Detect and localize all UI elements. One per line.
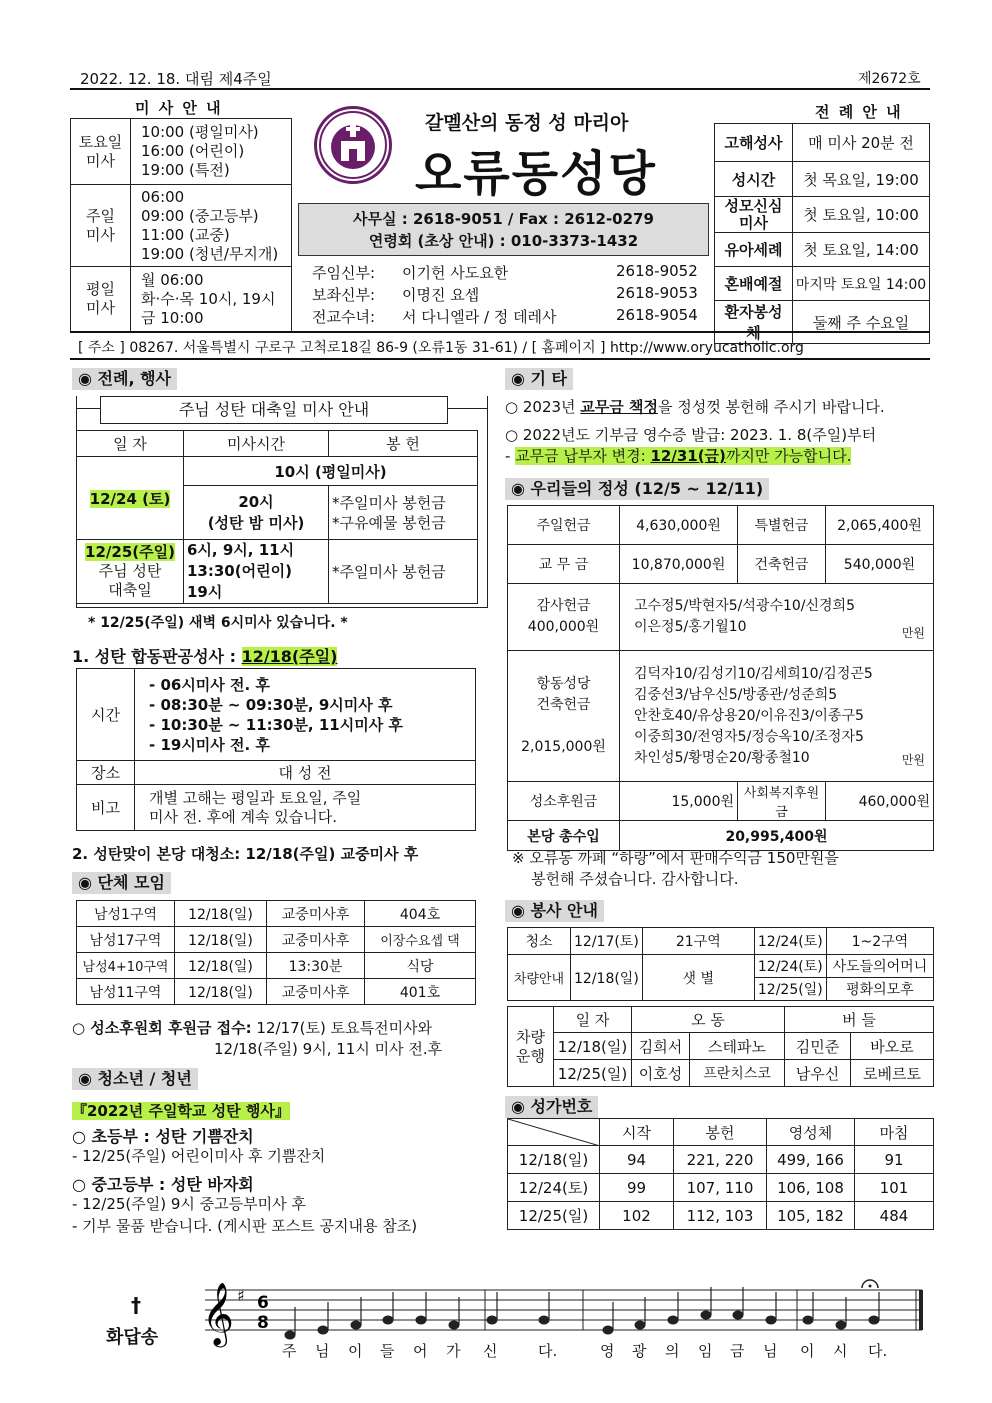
lyric: 다. — [868, 1342, 888, 1360]
hymn-cell: 99 — [600, 1174, 674, 1202]
total-value: 20,995,400원 — [620, 821, 934, 851]
service-cell: 12/24(토) — [754, 928, 826, 955]
hymn-cell: 12/18(일) — [508, 1146, 600, 1174]
offering-cell: 특별헌금 — [738, 506, 826, 545]
group-cell: 남성11구역 — [77, 979, 175, 1005]
note-head — [635, 1321, 645, 1329]
youth-line4: - 12/25(주일) 9시 중고등부미사 후 — [72, 1195, 306, 1213]
hymn-cell: 101 — [855, 1174, 934, 1202]
group-cell: 식당 — [365, 953, 476, 979]
hymn-cell: 102 — [600, 1202, 674, 1230]
liturgy-key: 고해성사 — [715, 124, 793, 162]
mass-label: 토요일 미사 — [71, 119, 131, 185]
service-cell: 12/17(토) — [571, 928, 643, 955]
lyric: 님 — [315, 1342, 330, 1360]
header-rule — [70, 88, 930, 90]
note-head — [603, 1326, 613, 1334]
offering-cell: 교 무 금 — [508, 545, 620, 584]
note-head — [803, 1316, 813, 1324]
note-head — [668, 1316, 678, 1324]
lyric: 이 — [800, 1342, 815, 1360]
note-head — [733, 1311, 743, 1319]
lyric: 시 — [833, 1342, 848, 1360]
etc-line2: ○ 2022년도 기부금 영수증 발급: 2023. 1. 8(주일)부터 — [505, 426, 877, 444]
hymn-header: 마침 — [855, 1119, 934, 1146]
etc-text: - — [505, 447, 516, 465]
group-cell: 401호 — [365, 979, 476, 1005]
note-head — [701, 1311, 711, 1319]
confession-date: 12/18(주일) — [241, 647, 338, 666]
offering-cell: 460,000원 — [826, 782, 934, 821]
bus-cell: 프란치스코 — [690, 1060, 785, 1087]
service-cell: 1~2구역 — [826, 928, 933, 955]
support-label: ○ 성소후원회 후원금 접수: — [72, 1019, 252, 1037]
liturgy-value: 첫 목요일, 19:00 — [793, 162, 930, 197]
bus-cell: 남우신 — [785, 1060, 851, 1087]
bus-cell: 김희서 — [632, 1033, 690, 1060]
confession-key: 장소 — [77, 761, 135, 785]
bus-cell: 김민준 — [785, 1033, 851, 1060]
group-cell: 남성4+10구역 — [77, 953, 175, 979]
liturgy-value: 마지막 토요일 14:00 — [793, 267, 930, 301]
hymns-table — [507, 1118, 934, 1230]
liturgy-key: 성모신심 미사 — [715, 197, 793, 233]
liturgy-value: 첫 토요일, 14:00 — [793, 233, 930, 267]
thanks-names: 고수정5/박현자5/석광수10/신경희5 이은정5/홍기월10 — [634, 598, 855, 635]
note-head — [285, 1331, 295, 1339]
svg-text:6: 6 — [257, 1293, 269, 1313]
note-head — [836, 1321, 846, 1329]
xmas-note: * 12/25(주일) 새벽 6시미사 있습니다. * — [88, 615, 348, 631]
etc-text: ○ 2023년 — [505, 398, 581, 416]
group-cell: 12/18(일) — [175, 953, 267, 979]
mass-times: 06:00 09:00 (중고등부) 11:00 (교중) 19:00 (청년/무지개) — [131, 185, 292, 267]
issue-date: 2022. 12. 18. 대림 제4주일 — [80, 70, 272, 88]
hymn-header: 봉헌 — [674, 1119, 767, 1146]
service-cell: 12/25(일) — [754, 978, 826, 1001]
offering-cell: 15,000원 — [620, 782, 738, 821]
offering-cell: 4,630,000원 — [620, 506, 738, 545]
note-head — [869, 1316, 879, 1324]
note-head — [487, 1316, 497, 1324]
youth-line5: - 기부 물품 받습니다. (게시판 포스트 공지내용 참조) — [72, 1217, 418, 1235]
confession-key: 비고 — [77, 785, 135, 831]
bus-header: 일 자 — [554, 1007, 632, 1033]
youth-line3: ○ 중고등부 : 성탄 바자회 — [72, 1175, 254, 1194]
offering-cell: 10,870,000원 — [620, 545, 738, 584]
hymn-header: 시작 — [600, 1119, 674, 1146]
lyric: 어 — [413, 1342, 428, 1360]
group-cell: 12/18(일) — [175, 901, 267, 927]
hymn-cell: 94 — [600, 1146, 674, 1174]
staff-role: 주임신부: — [312, 264, 376, 282]
staff-tel: 2618-9054 — [616, 306, 698, 324]
etc-text: 12/31(금) — [650, 447, 726, 465]
psalm-label: 화답송 — [106, 1327, 159, 1348]
confession-place: 대 성 전 — [135, 761, 476, 785]
service-table — [507, 927, 934, 1001]
mass-times: 10:00 (평일미사) 16:00 (어린이) 19:00 (특전) — [131, 119, 292, 185]
note-head — [318, 1326, 328, 1334]
etc-text: 교무금 책정 — [580, 398, 658, 416]
youth-subtitle: 『2022년 주일학교 성탄 행사』 — [72, 1102, 290, 1120]
issue-number: 제2672호 — [858, 71, 921, 87]
liturgy-key: 환자봉성체 — [715, 301, 793, 344]
confession-title: 1. 성탄 합동판공성사 : — [72, 647, 242, 666]
service-title: ◉ 봉사 안내 — [505, 900, 604, 922]
liturgy-key: 성시간 — [715, 162, 793, 197]
service-cell: 12/24(토) — [754, 955, 826, 978]
group-cell: 13:30분 — [267, 953, 365, 979]
events-title: ◉ 전례, 행사 — [72, 368, 177, 390]
group-cell: 12/18(일) — [175, 979, 267, 1005]
mass-guide-table — [70, 118, 292, 332]
etc-text: 을 정성껏 봉헌해 주시기 바랍니다. — [657, 398, 885, 416]
staff-name: 이명진 요셉 — [402, 286, 480, 304]
note-head — [383, 1316, 393, 1324]
hymn-cell: 112, 103 — [674, 1202, 767, 1230]
service-cell: 12/18(일) — [571, 955, 643, 1001]
liturgy-title: 전 례 안 내 — [815, 103, 903, 121]
lyric: 의 — [665, 1342, 680, 1360]
lyric: 들 — [380, 1342, 395, 1360]
thanks-label: 감사헌금 400,000원 — [508, 584, 620, 651]
mass-label: 주일 미사 — [71, 185, 131, 267]
support-line — [72, 1017, 432, 1038]
group-cell: 남성1구역 — [77, 901, 175, 927]
lyric: 광 — [632, 1342, 647, 1360]
hymn-corner — [508, 1119, 600, 1146]
note-head — [539, 1316, 549, 1324]
staff-role: 보좌신부: — [312, 286, 376, 304]
note-head — [416, 1316, 426, 1324]
lyric: 임 — [698, 1342, 713, 1360]
hymn-cell: 12/25(일) — [508, 1202, 600, 1230]
staff-tel: 2618-9053 — [616, 284, 698, 302]
youth-line2: - 12/25(주일) 어린이미사 후 기쁨잔치 — [72, 1147, 326, 1165]
bus-header: 오 동 — [632, 1007, 785, 1033]
bus-cell: 12/18(일) — [554, 1033, 632, 1060]
mass-guide-title: 미 사 안 내 — [135, 99, 223, 117]
lyric: 님 — [763, 1342, 778, 1360]
bus-cell: 바오로 — [851, 1033, 934, 1060]
support-date1: 12/17(토) 토요특전미사와 — [251, 1019, 433, 1037]
group-cell: 교중미사후 — [267, 927, 365, 953]
lyric: 이 — [348, 1342, 363, 1360]
liturgy-value: 매 미사 20분 전 — [793, 124, 930, 162]
hymn-cell: 106, 108 — [767, 1174, 855, 1202]
service-cell: 사도들의어머니 — [826, 955, 933, 978]
service-cell: 청소 — [508, 928, 571, 955]
liturgy-key: 혼배예절 — [715, 267, 793, 301]
offering-table — [507, 505, 934, 851]
address-rule-bottom — [70, 358, 930, 360]
youth-title: ◉ 청소년 / 청년 — [72, 1068, 198, 1090]
unit-label: 만원 — [901, 626, 925, 640]
service-cell: 샛 별 — [642, 955, 754, 1001]
note-head — [449, 1321, 459, 1329]
group-cell: 남성17구역 — [77, 927, 175, 953]
svg-text:𝄞: 𝄞 — [202, 1282, 234, 1345]
liturgy-value: 첫 토요일, 10:00 — [793, 197, 930, 233]
staff-name: 서 다니엘라 / 정 데레사 — [402, 308, 557, 326]
lyric: 다. — [538, 1342, 558, 1360]
contact-box — [298, 203, 709, 256]
staff-name: 이기헌 사도요한 — [402, 264, 509, 282]
support-date2: 12/18(주일) 9시, 11시 미사 전.후 — [214, 1040, 443, 1058]
confession-heading — [72, 644, 337, 667]
lyric: 신 — [483, 1342, 498, 1360]
offering-title: ◉ 우리들의 정성 (12/5 ~ 12/11) — [505, 478, 769, 500]
hymn-cell: 221, 220 — [674, 1146, 767, 1174]
lyric: 주 — [282, 1342, 297, 1360]
bus-cell: 이호성 — [632, 1060, 690, 1087]
etc-title: ◉ 기 타 — [505, 368, 573, 390]
hymn-cell: 91 — [855, 1146, 934, 1174]
col-header: 일 자 — [77, 431, 184, 457]
hymn-cell: 105, 182 — [767, 1202, 855, 1230]
col-header: 미사시간 — [184, 431, 329, 457]
hymn-cell: 12/24(토) — [508, 1174, 600, 1202]
etc-line3 — [505, 445, 851, 466]
liturgy-key: 유아세례 — [715, 233, 793, 267]
address-rule-top — [70, 331, 930, 333]
xmas-day-label: 주님 성탄 대축일 — [98, 562, 162, 599]
offering-cell: 사회복지후원금 — [738, 782, 826, 821]
mass-times: 월 06:00 화·수·목 10시, 19시 금 10:00 — [131, 267, 292, 332]
bus-cell: 12/25(일) — [554, 1060, 632, 1087]
offering-cell: 주일헌금 — [508, 506, 620, 545]
eve-offering: *주일미사 봉헌금 *구유예물 봉헌금 — [329, 486, 478, 540]
lyric: 가 — [446, 1342, 461, 1360]
xmas-box-title: 주님 성탄 대축일 미사 안내 — [100, 396, 448, 424]
xmas-eve-date: 12/24 (토) — [89, 489, 171, 508]
council-phone: 연령회 (초상 안내) : 010-3373-1432 — [368, 232, 639, 250]
offering-note: ※ 오류동 까페 “하랑”에서 판매수익금 150만원을 봉헌해 주셨습니다. 감사합니다. — [512, 849, 839, 888]
bus-header: 버 들 — [785, 1007, 934, 1033]
group-cell: 이장수요셉 댁 — [365, 927, 476, 953]
offering-cell: 540,000원 — [826, 545, 934, 584]
groups-title: ◉ 단체 모임 — [72, 872, 171, 894]
etc-text: 교무금 납부자 변경: — [515, 447, 651, 465]
lyric: 금 — [730, 1342, 745, 1360]
office-phone: 사무실 : 2618-9051 / Fax : 2612-0279 — [353, 210, 654, 228]
group-cell: 교중미사후 — [267, 979, 365, 1005]
bus-cell: 로베르토 — [851, 1060, 934, 1087]
lyric: 영 — [600, 1342, 615, 1360]
svg-text:♯: ♯ — [237, 1286, 245, 1305]
psalm-cross: † — [131, 1293, 141, 1317]
etc-text: 까지만 가능합니다. — [725, 447, 852, 465]
bus-cell: 스테파노 — [690, 1033, 785, 1060]
xmas-day-times: 6시, 9시, 11시 13:30(어린이) 19시 — [184, 540, 329, 604]
mass-label: 평일 미사 — [71, 267, 131, 332]
confession-table — [76, 668, 476, 831]
service-cell: 평화의모후 — [826, 978, 933, 1001]
unit-label: 만원 — [901, 753, 925, 767]
col-header: 봉 헌 — [329, 431, 478, 457]
hymn-header: 영성체 — [767, 1119, 855, 1146]
etc-line1 — [505, 396, 885, 417]
group-cell: 교중미사후 — [267, 901, 365, 927]
service-cell: 21구역 — [642, 928, 754, 955]
xmas-day-date: 12/25(주일) — [85, 543, 175, 561]
note-head — [766, 1316, 776, 1324]
group-cell: 404호 — [365, 901, 476, 927]
hymn-cell: 499, 166 — [767, 1146, 855, 1174]
bus-label: 차량 운행 — [508, 1007, 554, 1087]
total-label: 본당 총수입 — [508, 821, 620, 851]
staff-role: 전교수녀: — [312, 308, 376, 326]
liturgy-table — [714, 123, 930, 344]
staff-list — [298, 262, 709, 328]
hymn-cell: 107, 110 — [674, 1174, 767, 1202]
xmas-day-offering: *주일미사 봉헌금 — [329, 540, 478, 604]
parish-subtitle: 갈멜산의 동정 성 마리아 — [425, 112, 629, 134]
offering-cell: 2,065,400원 — [826, 506, 934, 545]
eve-night-mass: 20시 (성탄 밤 미사) — [184, 486, 329, 540]
confession-times: - 06시미사 전. 후 - 08:30분 ~ 09:30분, 9시미사 후 - 10:30분 ~ 11:30분, 11시미사 후 - 19시미사 전. 후 — [135, 669, 476, 761]
build-label: 항동성당 건축헌금 2,015,000원 — [508, 651, 620, 782]
svg-text:8: 8 — [257, 1313, 269, 1333]
cleaning-note: 2. 성탄맞이 본당 대청소: 12/18(주일) 교중미사 후 — [72, 845, 419, 863]
staff-tel: 2618-9052 — [616, 262, 698, 280]
bus-table — [507, 1006, 934, 1087]
address: [ 주소 ] 08267. 서울특별시 구로구 고척로18길 86-9 (오류1동 31-61) / [ 홈페이지 ] http://www.oryucatholic.org — [78, 340, 804, 356]
offering-cell: 건축헌금 — [738, 545, 826, 584]
parish-name: 오류동성당 — [415, 146, 657, 202]
youth-line1: ○ 초등부 : 성탄 기쁨잔치 — [72, 1127, 254, 1146]
hymns-title: ◉ 성가번호 — [505, 1096, 598, 1118]
service-cell: 차량안내 — [508, 955, 571, 1001]
psalm-lyrics — [200, 1340, 930, 1364]
confession-key: 시간 — [77, 669, 135, 761]
xmas-box-frame — [76, 396, 488, 608]
note-head — [351, 1321, 361, 1329]
confession-note: 개별 고해는 평일과 토요일, 주일 미사 전. 후에 계속 있습니다. — [135, 785, 476, 831]
hymn-cell: 484 — [855, 1202, 934, 1230]
groups-table — [76, 900, 476, 1005]
build-names: 김덕자10/김성기10/김세희10/김정곤5 김중선3/남우신5/방종관/성준희5 안찬호40/유상용20/이유진3/이종구5 이중희30/전영자5/정승옥10/조정자5 차인성5/황명순20/황종철10 — [634, 665, 873, 766]
offering-cell: 성소후원금 — [508, 782, 620, 821]
group-cell: 12/18(일) — [175, 927, 267, 953]
liturgy-value: 둘째 주 수요일 — [793, 301, 930, 344]
parish-logo — [314, 106, 392, 184]
eve-weekday-mass: 10시 (평일미사) — [184, 457, 478, 486]
